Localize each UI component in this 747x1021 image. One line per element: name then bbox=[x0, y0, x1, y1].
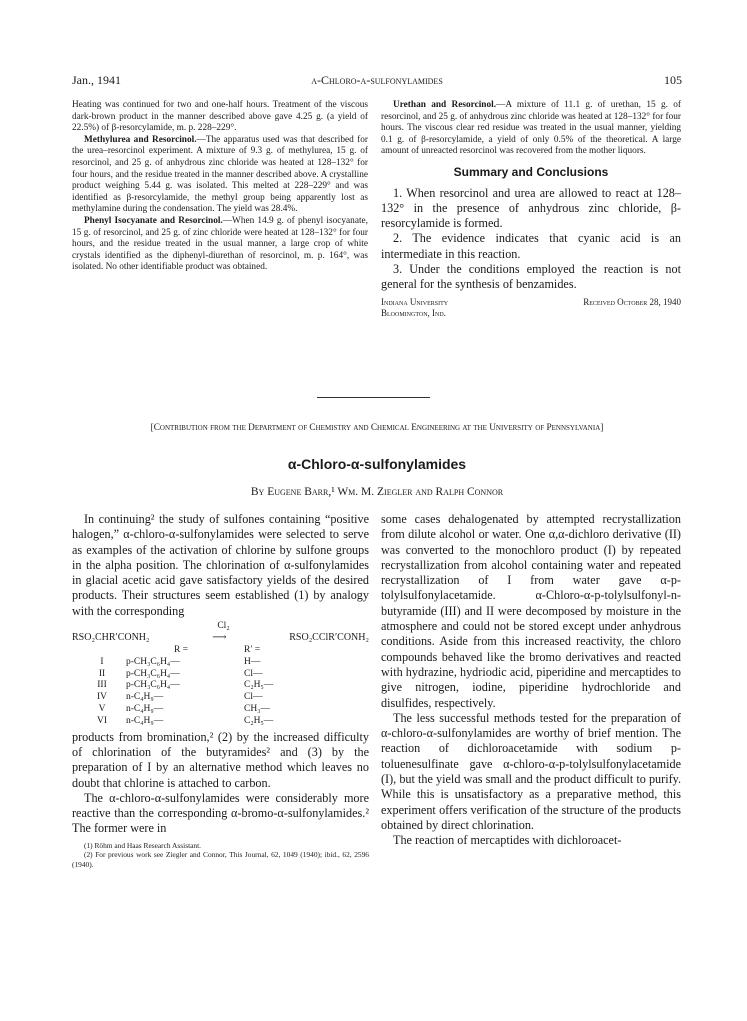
paragraph-reactivity: The α-chloro-α-sulfonylamides were considerably more reactive than the corresponding α-bromo-α-sulfonylamides.² The former were in bbox=[72, 790, 369, 836]
footnote-1: (1) Röhm and Haas Research Assistant. bbox=[84, 840, 201, 850]
run-in-heading: Phenyl Isocyanate and Resorcinol. bbox=[84, 215, 223, 226]
article-authors: By Eugene Barr,¹ Wm. M. Ziegler and Ralph Connor bbox=[250, 486, 504, 498]
compound-r-prime: H— bbox=[244, 656, 261, 667]
footnotes bbox=[72, 841, 369, 869]
header-page-number: 105 bbox=[664, 73, 682, 87]
compound-r-prime: Cl— bbox=[244, 692, 263, 703]
top-left-column bbox=[72, 100, 368, 274]
paragraph-text: —When 14.9 g. of phenyl isocyanate, 15 g. of resorcinol, and 25 g. of zinc chloride were heated at 128–132° for four hours, and the residue treated in the usual manner, a large crop of white crystals identified as the diphenyl-diurethan of resorcinol, m. p. 164°, was isolated. No other identifiable product was obtained. bbox=[72, 215, 368, 273]
compound-r: n-C₄H₉— bbox=[126, 704, 164, 715]
footnote-2: (2) For previous work see Ziegler and Connor, This Journal, 62, 1049 (1940); ibid., 62, 2596 (1940). bbox=[72, 850, 369, 869]
summary-item-2: 2. The evidence indicates that cyanic acid is an intermediate in this reaction. bbox=[381, 231, 681, 261]
summary-item-3: 3. Under the conditions employed the reaction is not general for the synthesis of benzamides. bbox=[381, 262, 681, 292]
reaction-reactant: RSO₂CHR′CONH₂ bbox=[72, 632, 150, 644]
received-date: Received October 28, 1940 bbox=[583, 296, 681, 307]
compound-r: n-C₄H₉— bbox=[126, 715, 164, 726]
table-row bbox=[82, 704, 277, 716]
reaction-arrow: ⟶ bbox=[212, 632, 227, 644]
paragraph-mercaptides: The reaction of mercaptides with dichloroacet- bbox=[393, 833, 622, 848]
compound-r-prime: CH₃— bbox=[244, 704, 271, 715]
compound-r: p-CH₃C₆H₄— bbox=[126, 680, 180, 691]
compound-r-prime: Cl— bbox=[244, 668, 263, 679]
paragraph-methods: The less successful methods tested for the preparation of α-chloro-α-sulfonylamides are worthy of brief mention. The reaction of dichloroacetamide with sodium p-toluenesulfinate gave α-chloro-α-p-tolylsulfonylacetamide (I), but the yield was small and the product difficult to purify. While this is unsatisfactory as a preparative method, this experiment offers verification of the structure of the products obtained by direct chlorination. bbox=[381, 710, 681, 832]
table-header-row bbox=[82, 645, 277, 657]
contribution-note: [Contribution from the Department of Chemistry and Chemical Engineering at the University of Pennsylvania] bbox=[150, 423, 604, 433]
running-header bbox=[72, 73, 682, 89]
compound-number: I bbox=[100, 656, 104, 667]
reaction-equation bbox=[72, 621, 369, 643]
compound-number: II bbox=[98, 668, 106, 679]
body-left-column bbox=[72, 512, 369, 869]
compound-number: III bbox=[97, 680, 107, 691]
paragraph-text: —A mixture of 11.1 g. of urethan, 15 g. of resorcinol, and 25 g. of anhydrous zinc chloride was heated at 128–132° for four hours. The viscous clear red residue was treated in the usual manner, yielding 0.1 g. of β-resorcylamide, a yield of only 0.5% of the theoretical. A large amount of unreacted resorcinol was recovered from the mother liquors. bbox=[381, 100, 681, 157]
compound-r: p-CH₃C₆H₄— bbox=[126, 668, 180, 679]
article-title: α-Chloro-α-sulfonylamides bbox=[287, 456, 467, 472]
paragraph-urethan bbox=[381, 100, 681, 158]
paragraph-products: products from bromination,² (2) by the increased difficulty of chlorination of the butyramides² and (3) by the preparation of I by an alternative method which leaves no doubt that chlorine is attached to carbon. bbox=[72, 729, 369, 790]
column-header-r: R = bbox=[173, 645, 189, 656]
summary-item-1: 1. When resorcinol and urea are allowed to react at 128–132° in the presence of anhydrous zinc chloride, β-resorcylamide is formed. bbox=[381, 185, 681, 231]
paragraph-dehalogenation: some cases dehalogenated by attempted recrystallization from dilute alcohol or water. One α,α-dichloro derivative (II) was converted to the monochloro product (I) by repeated recrystallization from alcohol containing water and repeated recrystallization of I from water gave α-p-tolylsulfonylacetamide. α-Chloro-α-p-tolylsulfonyl-n-butyramide (III) and II were decomposed by moisture in the atmosphere and could not be stored except under anhydrous conditions. Aside from this increased reactivity, the chloro compounds behaved like the bromo derivatives and reacted with hydrazine, hydriodic acid, piperidine and mercaptides to give nitrogen, iodine, piperidine hydrochloride and disulfides, respectively. bbox=[381, 512, 681, 710]
affiliation-city: Bloomington, Ind. bbox=[381, 308, 446, 319]
table-row bbox=[82, 680, 277, 692]
body-right-column bbox=[381, 512, 681, 849]
compound-table bbox=[82, 645, 277, 728]
header-running-title: α-Chloro-α-sulfonylamides bbox=[311, 73, 443, 87]
paragraph-phenyl-isocyanate bbox=[72, 216, 368, 274]
run-in-heading: Urethan and Resorcinol. bbox=[393, 100, 497, 110]
compound-number: IV bbox=[96, 692, 108, 703]
reaction-product: RSO₂CClR′CONH₂ bbox=[289, 632, 369, 644]
affiliation-block bbox=[381, 297, 681, 320]
summary-list bbox=[381, 186, 681, 293]
paragraph-heating: Heating was continued for two and one-half hours. Treatment of the viscous dark-brown product in the manner described above gave 4.25 g. (a yield of 22.5%) of β-resorcylamide, m. p. 228–229°. bbox=[72, 100, 368, 134]
compound-r-prime: C₂H₅— bbox=[244, 680, 274, 691]
compound-r: n-C₄H₉— bbox=[126, 692, 164, 703]
compound-r: p-CH₃C₆H₄— bbox=[126, 656, 180, 667]
paragraph-intro: In continuing² the study of sulfones containing “positive halogen,” α-chloro-α-sulfonylamides were selected to serve as examples of the activation of chlorine by sulfone groups in the alpha position. The chlorination of α-sulfonylamides in glacial acetic acid gave satisfactory yields of the desired products. Their structures seem established (1) by analogy with the corresponding bbox=[72, 512, 369, 618]
paragraph-methylurea bbox=[72, 135, 368, 216]
reaction-reagent: Cl₂ bbox=[217, 621, 230, 632]
reaction-row bbox=[72, 632, 369, 643]
compound-number: V bbox=[98, 704, 106, 715]
run-in-heading: Methylurea and Resorcinol. bbox=[84, 134, 197, 145]
section-divider bbox=[317, 397, 430, 398]
compound-r-prime: C₂H₅— bbox=[244, 715, 274, 726]
header-date: Jan., 1941 bbox=[72, 73, 121, 87]
table-row bbox=[82, 657, 277, 669]
summary-heading: Summary and Conclusions bbox=[453, 164, 609, 179]
top-right-column bbox=[381, 100, 681, 320]
compound-number: VI bbox=[96, 715, 108, 726]
column-header-r-prime: R′ = bbox=[244, 645, 261, 656]
affiliation-university: Indiana University bbox=[381, 296, 449, 307]
table-row bbox=[82, 716, 277, 728]
table-row bbox=[82, 692, 277, 704]
table-row bbox=[82, 669, 277, 681]
paragraph-text: —The apparatus used was that described for the urea–resorcinol experiment. A mixture of 9.3 g. of methylurea, 15 g. of resorcinol, and 25 g. of anhydrous zinc chloride was heated at 128–132° for four hours, and the residue treated in the manner described above. A crystalline product weighing 5.44 g. was isolated. This melted at 228–229° and was identified as β-resorcylamide, the methyl group being apparently lost as methylamine during the condensation. The yield was 28.4%. bbox=[72, 134, 368, 215]
